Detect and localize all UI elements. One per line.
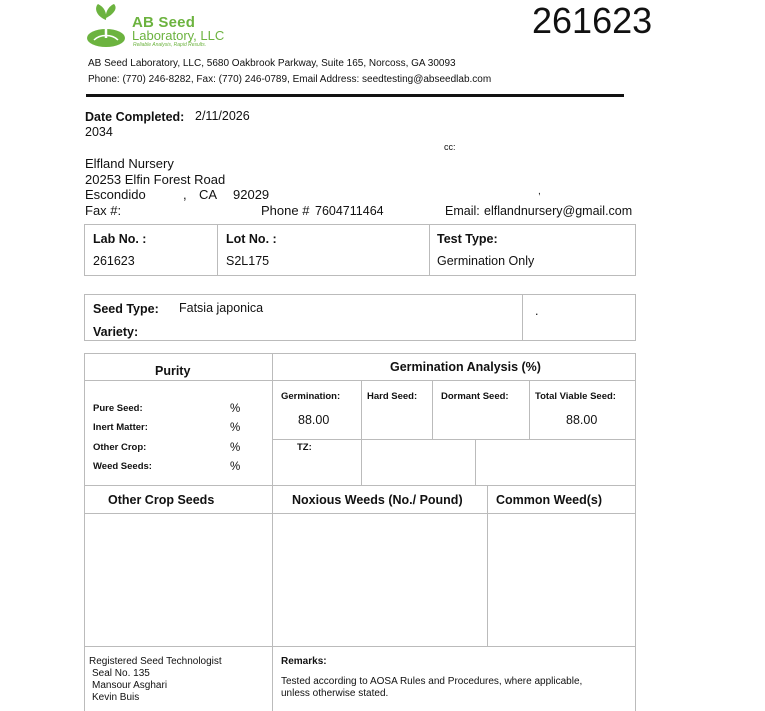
purity-germ-divider <box>272 353 273 653</box>
email-label: Email: <box>445 204 480 218</box>
logo-tagline: Reliable Analysis, Rapid Results. <box>133 42 207 48</box>
seed-box-divider <box>522 294 523 341</box>
germination-value: 88.00 <box>298 413 330 427</box>
seedling-logo-icon <box>86 2 126 48</box>
customer-state: CA <box>199 187 218 202</box>
lab-contact: Phone: (770) 246-8282, Fax: (770) 246-0789, Email Address: seedtesting@abseedlab.com <box>88 74 492 85</box>
common-weeds-header: Common Weed(s) <box>496 493 603 507</box>
logo-line2: Laboratory, LLC <box>132 28 225 43</box>
customer-comma: , <box>183 187 187 202</box>
lower-top-line <box>84 485 636 486</box>
test-type-label: Test Type: <box>437 232 498 246</box>
footer-divider <box>272 646 273 711</box>
phone-label: Phone # <box>261 203 310 218</box>
purity-inert-unit: % <box>230 422 241 434</box>
germ-col-2 <box>432 380 433 439</box>
purity-title-line <box>84 380 272 381</box>
company-logo <box>86 2 256 48</box>
lot-no-value: S2L175 <box>226 254 270 268</box>
seed-type-value: Fatsia japonica <box>179 301 264 315</box>
seal-number: Seal No. 135 <box>92 668 150 679</box>
seed-type-label: Seed Type: <box>93 302 159 316</box>
seed-box <box>84 294 636 341</box>
logo-line1: AB Seed <box>132 14 196 31</box>
purity-pure-unit: % <box>230 403 241 415</box>
germination-title: Germination Analysis (%) <box>390 360 541 374</box>
lab-info-box <box>84 224 636 276</box>
cc-label: cc: <box>444 142 456 152</box>
lot-no-label: Lot No. : <box>226 232 277 246</box>
phone-value: 7604711464 <box>315 204 384 218</box>
technologist-block <box>89 656 222 704</box>
header-divider <box>86 94 624 97</box>
seed-dot: . <box>535 304 539 318</box>
test-type-value: Germination Only <box>437 254 535 268</box>
noxious-weeds-header: Noxious Weeds (No./ Pound) <box>292 493 463 507</box>
customer-name: Elfland Nursery <box>85 156 174 171</box>
date-completed-value: 2/11/2026 <box>195 109 250 123</box>
lab-no-label: Lab No. : <box>93 232 147 246</box>
purity-title: Purity <box>155 364 191 378</box>
total-viable-label: Total Viable Seed: <box>535 391 616 402</box>
technologist-name-1: Mansour Asghari <box>92 680 168 691</box>
customer-street: 20253 Elfin Forest Road <box>85 172 226 187</box>
germ-title-line <box>272 380 636 381</box>
lower-col-divider <box>487 485 488 646</box>
footer-top-line <box>84 646 636 647</box>
purity-other-unit: % <box>230 442 241 454</box>
purity-other-label: Other Crop: <box>93 442 147 453</box>
purity-inert-label: Inert Matter: <box>93 422 148 433</box>
germ-col-1 <box>361 380 362 485</box>
lab-info-divider-1 <box>217 224 218 276</box>
purity-weed-label: Weed Seeds: <box>93 461 152 472</box>
email-value: elflandnursery@gmail.com <box>484 204 633 218</box>
customer-zip: 92029 <box>233 187 270 202</box>
purity-weed-unit: % <box>230 461 241 473</box>
germ-col-4 <box>529 380 530 439</box>
germination-label: Germination: <box>281 391 341 402</box>
lower-left-border <box>84 485 85 711</box>
lower-header-line <box>84 513 636 514</box>
germ-row-line <box>272 439 636 440</box>
technologist-name-2: Kevin Buis <box>92 692 140 703</box>
lab-address: AB Seed Laboratory, LLC, 5680 Oakbrook Parkway, Suite 165, Norcoss, GA 30093 <box>88 58 456 69</box>
lower-right-border <box>635 485 636 711</box>
tz-label: TZ: <box>297 442 312 453</box>
technologist-title: Registered Seed Technologist <box>89 656 222 667</box>
variety-label: Variety: <box>93 325 139 339</box>
fax-label: Fax #: <box>85 203 122 218</box>
total-viable-value: 88.00 <box>566 413 598 427</box>
report-number: 261623 <box>532 0 653 41</box>
lab-no-value: 261623 <box>93 254 135 268</box>
remarks-text: Tested according to AOSA Rules and Procedures, where applicable, unless otherwise stated. <box>281 676 583 699</box>
germ-col-3 <box>475 439 476 485</box>
date-completed-label: Date Completed: <box>85 110 185 124</box>
date-completed-extra: 2034 <box>85 125 113 139</box>
hard-seed-label: Hard Seed: <box>367 391 418 402</box>
remarks-label: Remarks: <box>281 656 327 667</box>
lab-info-divider-2 <box>429 224 430 276</box>
purity-pure-label: Pure Seed: <box>93 403 143 414</box>
dormant-seed-label: Dormant Seed: <box>441 391 509 402</box>
other-crop-header: Other Crop Seeds <box>108 493 215 507</box>
customer-comma2: , <box>538 186 541 197</box>
customer-city: Escondido <box>85 187 146 202</box>
